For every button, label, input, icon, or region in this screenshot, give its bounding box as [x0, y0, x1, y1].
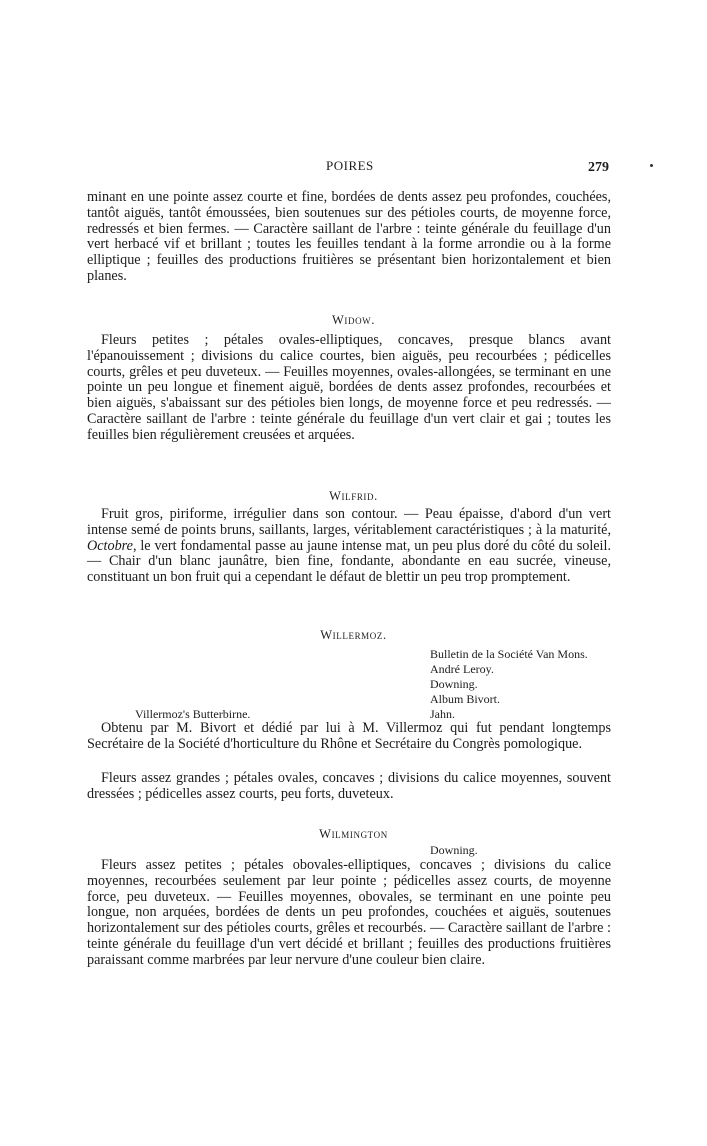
- widow-paragraph: Fleurs petites ; pétales ovales-elliptiques, concaves, presque blancs avant l'épanouissement ; divisions du calice courtes, bien aiguës, peu recourbées ; pédicelles courts, grêles et peu duveteux. — Feuilles moyennes, ovales-allongées, se terminant en une pointe un peu longue et finement aiguë, bordées de dents assez profondes, recourbées et bien aiguës, s'abaissant sur des pétioles bien longs, de moyenne force et peu redressés. — Caractère saillant de l'arbre : teinte générale du feuillage d'un vert clair et gai ; toutes les feuilles bien régulièrement creusées et arquées.: [87, 332, 611, 443]
- wilfrid-text-start: Fruit gros, piriforme, irrégulier dans son contour. — Peau épaisse, d'abord d'un vert intense semé de points bruns, saillants, larges, véritablement caractéristiques ; à la maturité,: [87, 506, 611, 538]
- reference-item: Jahn.: [430, 707, 455, 721]
- wilfrid-paragraph: [87, 507, 611, 586]
- page-number: 279: [588, 160, 609, 175]
- wilfrid-month: Octobre: [87, 537, 133, 554]
- wilmington-heading: Wilmington: [319, 827, 388, 841]
- running-title: POIRES: [326, 158, 374, 173]
- wilmington-paragraph: Fleurs assez petites ; pétales obovales-elliptiques, concaves ; divisions du calice moyennes, recourbées seulement par leur pointe ; pédicelles assez courts, de moyenne force, peu duveteux. — Feuilles moyennes, obovales, se terminant en une pointe peu longue, non arquées, bordées de dents un peu profondes, couchées et aiguës, soutenues horizontalement sur des pétioles courts, grêles et recourbés. — Caractère saillant de l'arbre : teinte générale du feuillage d'un vert décidé et brillant ; feuilles des productions fruitières paraissant comme marbrées par leur nervure d'une couleur bien claire.: [87, 857, 611, 968]
- willermoz-heading: Willermoz.: [320, 628, 387, 642]
- intro-paragraph: minant en une pointe assez courte et fine, bordées de dents assez peu profondes, couchées, tantôt aiguës, tantôt émoussées, bien soutenues sur des pétioles courts, de moyenne force, redressés et bien fermes. — Caractère saillant de l'arbre : teinte générale du feuillage d'un vert herbacé vif et brillant ; toutes les feuilles tendant à la forme arrondie ou à la forme elliptique ; feuilles des productions fruitières se présentant bien horizontalement et bien planes.: [87, 189, 611, 284]
- willermoz-references: [430, 647, 588, 722]
- wilfrid-text-end: , le vert fondamental passe au jaune intense mat, un peu plus doré du côté du soleil. — Chair d'un blanc jaunâtre, bien fine, fondante, abondante en eau sucrée, vineuse, constituant un bon fruit qui a cependant le défaut de blettir un peu trop promptement.: [87, 537, 611, 586]
- reference-item: Bulletin de la Société Van Mons.: [430, 647, 588, 661]
- wilmington-reference: Downing.: [430, 843, 478, 857]
- widow-heading: Widow.: [331, 313, 375, 327]
- willermoz-paragraph-2: Fleurs assez grandes ; pétales ovales, concaves ; divisions du calice moyennes, souvent dressées ; pédicelles assez courts, peu forts, duveteux.: [87, 770, 611, 802]
- ink-speck: [650, 164, 653, 167]
- willermoz-synonym: Villermoz's Butterbirne.: [135, 707, 251, 721]
- reference-item: Downing.: [430, 677, 478, 691]
- reference-item: André Leroy.: [430, 662, 494, 676]
- wilfrid-heading: Wilfrid.: [329, 489, 378, 503]
- reference-item: Album Bivort.: [430, 692, 501, 706]
- willermoz-paragraph-1: Obtenu par M. Bivort et dédié par lui à M. Villermoz qui fut pendant longtemps Secrétaire de la Société d'horticulture du Rhône et Secrétaire du Congrès pomologique.: [87, 720, 611, 752]
- running-head: [0, 158, 707, 178]
